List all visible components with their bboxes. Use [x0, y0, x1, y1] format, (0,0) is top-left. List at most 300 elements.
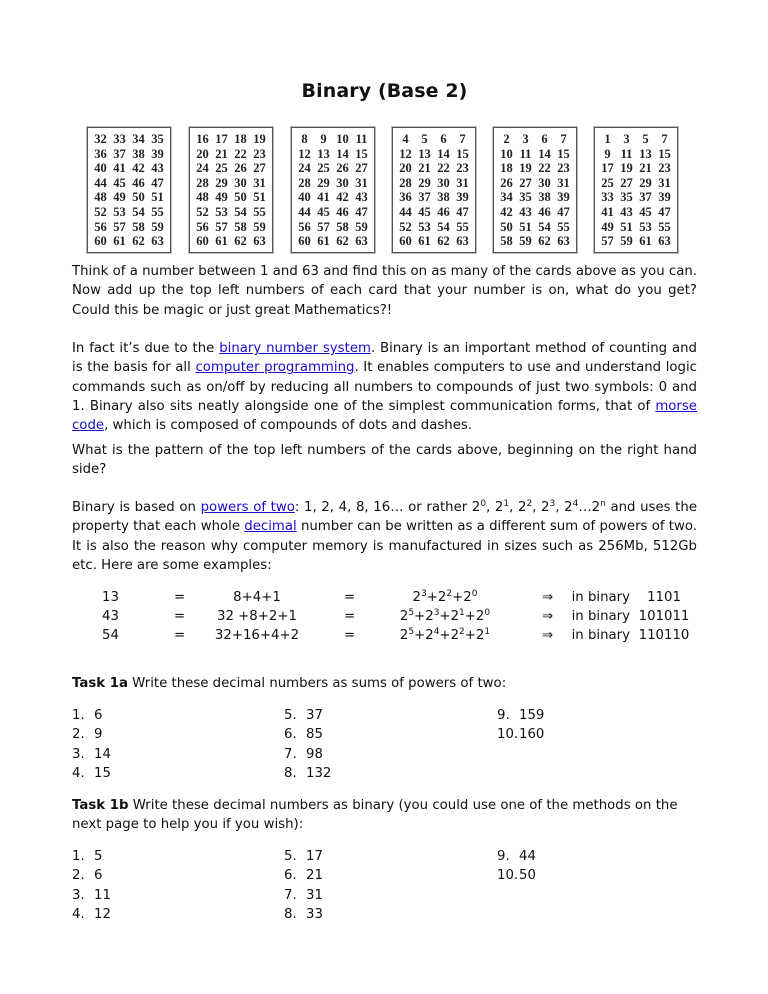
card-number: 22 [538, 161, 551, 176]
card-number: 62 [234, 234, 247, 249]
card-number: 32 [94, 132, 107, 146]
card-number: 61 [215, 234, 228, 249]
explanation-paragraph [72, 339, 697, 435]
list-item [72, 725, 111, 744]
card-number: 43 [355, 190, 368, 205]
card-number: 22 [234, 146, 247, 161]
card-number: 10 [336, 132, 349, 146]
card-row [193, 205, 269, 220]
implies-arrow-icon: ⇒ [542, 590, 554, 605]
card-number: 53 [639, 219, 652, 234]
text: , 2 [555, 500, 573, 515]
card-number: 42 [336, 190, 349, 205]
item-value: 14 [94, 746, 111, 762]
item-value: 132 [306, 765, 332, 781]
card-row [497, 161, 573, 176]
card-number: 63 [456, 234, 469, 249]
exponent: 1 [503, 499, 510, 509]
card-number: 21 [639, 161, 652, 176]
card-number: 13 [418, 146, 431, 161]
card-number: 46 [336, 204, 349, 219]
power-base: +2 [452, 590, 472, 605]
card-row [598, 147, 674, 162]
card-number: 46 [437, 204, 450, 219]
item-value: 98 [306, 746, 323, 762]
link-decimal[interactable]: decimal [244, 519, 297, 535]
card-row [193, 176, 269, 191]
card-number: 7 [459, 132, 466, 146]
list-item [72, 706, 111, 725]
card-number: 61 [418, 234, 431, 249]
card-number: 23 [456, 161, 469, 176]
card-number: 45 [639, 204, 652, 219]
card-number: 55 [456, 219, 469, 234]
link-computer-programming[interactable]: computer programming [195, 360, 355, 376]
card-row [91, 161, 167, 176]
card-number: 53 [113, 204, 126, 219]
power-base: +2 [464, 628, 485, 643]
text: , 2 [532, 500, 550, 515]
binary-value: 101011 [638, 609, 690, 624]
decimal-value: 43 [102, 609, 119, 624]
card-number: 56 [298, 219, 311, 234]
card-number: 26 [234, 161, 247, 176]
item-value: 15 [94, 765, 111, 781]
card-number: 41 [601, 204, 614, 219]
card-number: 51 [519, 219, 532, 234]
item-value: 6 [94, 708, 103, 723]
card-number: 54 [234, 204, 247, 219]
card-number: 57 [113, 219, 126, 234]
card-number: 60 [399, 234, 412, 249]
example-row [72, 590, 697, 609]
card-row [193, 161, 269, 176]
magic-cards [87, 127, 682, 253]
list-item [284, 725, 331, 744]
item-value: 85 [306, 727, 323, 743]
card-grid [91, 132, 167, 249]
card-row [497, 205, 573, 220]
card-number: 29 [317, 175, 330, 190]
card-row [598, 234, 674, 249]
magic-card-1 [594, 127, 678, 253]
card-number: 20 [196, 146, 209, 161]
card-number: 30 [234, 175, 247, 190]
card-number: 10 [500, 146, 513, 161]
card-number: 54 [132, 204, 145, 219]
card-number: 3 [623, 132, 630, 146]
exponent: 5 [408, 627, 415, 637]
card-number: 62 [538, 234, 551, 249]
card-row [396, 176, 472, 191]
card-number: 37 [418, 190, 431, 205]
card-number: 2 [503, 132, 510, 146]
card-number: 58 [234, 219, 247, 234]
intro-paragraph: Think of a number between 1 and 63 and find this on as many of the cards above as you can. Now add up the top left numbers of each card that your number is on, what do you get? Could this be magic or just great Mathematics?! [72, 264, 697, 318]
card-number: 30 [538, 175, 551, 190]
card-number: 44 [298, 204, 311, 219]
card-grid [193, 132, 269, 249]
implies-arrow-icon: ⇒ [542, 609, 554, 624]
power-base: +2 [426, 590, 447, 605]
card-number: 37 [639, 190, 652, 205]
item-number: 5. [284, 849, 297, 864]
card-number: 17 [601, 161, 614, 176]
power-base: 2 [412, 590, 422, 605]
card-row [193, 234, 269, 249]
card-number: 51 [620, 219, 633, 234]
card-row [497, 190, 573, 205]
card-number: 24 [196, 161, 209, 176]
item-value: 50 [519, 868, 536, 884]
card-number: 46 [132, 175, 145, 190]
power-base: 2 [399, 609, 409, 624]
powers-expression [370, 609, 520, 624]
equals-sign: = [344, 590, 356, 605]
item-number: 9. [497, 849, 510, 864]
card-number: 52 [196, 204, 209, 219]
card-row [598, 220, 674, 235]
item-number: 8. [284, 906, 297, 922]
card-number: 13 [317, 146, 330, 161]
task-1a-list [72, 706, 697, 786]
item-value: 160 [519, 727, 545, 743]
card-number: 14 [538, 146, 551, 161]
card-number: 47 [557, 204, 570, 219]
example-row [72, 609, 697, 628]
card-number: 35 [519, 190, 532, 205]
card-number: 41 [317, 190, 330, 205]
card-number: 31 [456, 175, 469, 190]
card-number: 6 [541, 132, 548, 146]
text: . Binary is an important method of counting and is the basis for all [72, 341, 697, 376]
card-number: 55 [658, 219, 671, 234]
card-number: 59 [151, 219, 164, 234]
card-number: 49 [113, 190, 126, 205]
decimal-value: 13 [102, 590, 119, 605]
card-number: 42 [500, 204, 513, 219]
card-row [396, 132, 472, 147]
powers-paragraph [72, 498, 697, 575]
card-grid [598, 132, 674, 249]
card-number: 7 [661, 132, 668, 146]
card-row [396, 161, 472, 176]
card-number: 6 [440, 132, 447, 146]
equals-sign: = [344, 609, 356, 624]
card-number: 39 [456, 190, 469, 205]
card-number: 37 [113, 146, 126, 161]
item-number: 7. [284, 887, 297, 903]
card-number: 57 [601, 234, 614, 249]
card-row [598, 190, 674, 205]
card-row [497, 176, 573, 191]
card-number: 29 [418, 175, 431, 190]
card-row [91, 147, 167, 162]
list-item [72, 886, 111, 905]
card-number: 58 [132, 219, 145, 234]
card-number: 60 [298, 234, 311, 249]
card-number: 56 [94, 219, 107, 234]
exponent: 2 [446, 589, 453, 599]
card-number: 13 [639, 146, 652, 161]
card-number: 55 [557, 219, 570, 234]
text: number can be written as a different sum of powers of two. It is also the reason why computer memory is manufactured in sizes such as 256Mb, 512Gb etc. Here are some examples: [72, 519, 697, 573]
card-row [396, 190, 472, 205]
card-row [193, 132, 269, 147]
card-number: 63 [355, 234, 368, 249]
list-column [497, 847, 536, 886]
card-number: 38 [132, 146, 145, 161]
item-number: 10. [497, 868, 519, 884]
list-item [497, 706, 544, 725]
list-item [497, 847, 536, 866]
card-row [295, 205, 371, 220]
item-value: 12 [94, 906, 111, 922]
card-number: 50 [234, 190, 247, 205]
card-row [193, 147, 269, 162]
card-number: 15 [557, 146, 570, 161]
card-number: 57 [317, 219, 330, 234]
examples-table [72, 590, 697, 647]
item-number: 8. [284, 765, 297, 781]
card-number: 48 [94, 190, 107, 205]
card-number: 14 [437, 146, 450, 161]
card-row [91, 205, 167, 220]
card-row [396, 205, 472, 220]
card-number: 1 [604, 132, 611, 146]
card-number: 50 [500, 219, 513, 234]
card-number: 49 [215, 190, 228, 205]
card-number: 21 [215, 146, 228, 161]
link-binary-number-system[interactable]: binary number system [219, 341, 371, 356]
card-number: 9 [604, 146, 611, 161]
exponent: 0 [484, 608, 491, 618]
card-number: 47 [355, 204, 368, 219]
link-powers-of-two[interactable]: powers of two [200, 500, 295, 515]
list-item [497, 866, 536, 885]
card-number: 17 [215, 132, 228, 146]
card-row [396, 234, 472, 249]
card-number: 19 [620, 161, 633, 176]
item-number: 6. [284, 727, 297, 743]
card-number: 53 [418, 219, 431, 234]
power-base: +2 [414, 628, 434, 643]
card-number: 59 [355, 219, 368, 234]
card-row [497, 220, 573, 235]
exponent: 1 [459, 608, 465, 618]
powers-expression [370, 590, 520, 605]
exponent: 2 [459, 627, 465, 637]
magic-card-32 [87, 127, 171, 253]
sum-expression: 32+16+4+2 [214, 628, 300, 643]
card-row [295, 234, 371, 249]
card-row [497, 147, 573, 162]
card-number: 44 [94, 175, 107, 190]
card-number: 61 [113, 234, 126, 249]
item-number: 3. [72, 887, 85, 903]
card-number: 25 [317, 161, 330, 176]
card-row [497, 132, 573, 147]
item-number: 10. [497, 727, 519, 743]
text: , 2 [509, 500, 527, 515]
task-instruction: Write these decimal numbers as sums of powers of two: [127, 676, 507, 691]
example-row [72, 628, 697, 647]
card-number: 58 [336, 219, 349, 234]
exponent: 2 [526, 499, 533, 509]
in-binary-label: in binary [571, 628, 630, 643]
magic-card-4 [392, 127, 476, 253]
card-number: 56 [196, 219, 209, 234]
magic-card-8 [291, 127, 375, 253]
card-number: 54 [437, 219, 450, 234]
card-number: 47 [658, 204, 671, 219]
card-number: 46 [538, 204, 551, 219]
card-number: 48 [196, 190, 209, 205]
list-item [284, 905, 323, 924]
card-number: 60 [94, 234, 107, 249]
card-number: 21 [418, 161, 431, 176]
card-number: 43 [519, 204, 532, 219]
card-row [91, 190, 167, 205]
task-label: Task 1a [72, 676, 128, 691]
card-number: 14 [336, 146, 349, 161]
card-number: 24 [298, 161, 311, 176]
card-number: 39 [557, 190, 570, 205]
task-instruction: Write these decimal numbers as binary (you could use one of the methods on the next page to help you if you wish): [72, 798, 678, 833]
card-number: 15 [355, 146, 368, 161]
decimal-value: 54 [102, 628, 119, 643]
text: …2 [578, 500, 601, 515]
card-number: 63 [151, 234, 164, 249]
card-number: 15 [456, 146, 469, 161]
card-number: 52 [94, 204, 107, 219]
card-number: 7 [560, 132, 567, 146]
card-row [497, 234, 573, 249]
card-number: 63 [557, 234, 570, 249]
card-row [295, 190, 371, 205]
card-number: 41 [113, 161, 126, 176]
list-item [284, 847, 323, 866]
exponent: 3 [433, 608, 440, 618]
card-row [295, 220, 371, 235]
card-number: 61 [639, 234, 652, 249]
card-number: 28 [196, 175, 209, 190]
question-paragraph: What is the pattern of the top left numbers of the cards above, beginning on the right hand side? [72, 443, 697, 478]
card-number: 27 [519, 175, 532, 190]
list-item [72, 745, 111, 764]
exponent: 5 [408, 608, 415, 618]
card-row [598, 205, 674, 220]
exponent: 4 [572, 499, 579, 509]
card-number: 54 [538, 219, 551, 234]
card-number: 51 [151, 190, 164, 205]
card-number: 53 [215, 204, 228, 219]
card-number: 31 [355, 175, 368, 190]
card-number: 31 [658, 175, 671, 190]
power-base: 2 [399, 628, 409, 643]
sum-expression: 32 +8+2+1 [217, 609, 297, 624]
power-base: +2 [439, 609, 460, 624]
item-value: 44 [519, 849, 536, 864]
sum-expression: 8+4+1 [233, 590, 281, 605]
card-number: 39 [151, 146, 164, 161]
card-row [91, 132, 167, 147]
list-item [497, 725, 544, 744]
card-number: 4 [402, 132, 409, 146]
list-item [72, 905, 111, 924]
card-row [598, 132, 674, 147]
card-number: 18 [500, 161, 513, 176]
card-number: 50 [132, 190, 145, 205]
card-number: 55 [151, 204, 164, 219]
card-number: 27 [620, 175, 633, 190]
task-label: Task 1b [72, 798, 129, 813]
item-value: 33 [306, 906, 323, 922]
card-number: 47 [456, 204, 469, 219]
list-item [284, 706, 331, 725]
card-number: 45 [418, 204, 431, 219]
list-column [284, 847, 323, 924]
card-number: 45 [317, 204, 330, 219]
card-number: 59 [519, 234, 532, 249]
card-grid [396, 132, 472, 249]
card-number: 9 [320, 132, 327, 146]
card-number: 31 [557, 175, 570, 190]
list-item [72, 847, 111, 866]
card-number: 25 [601, 175, 614, 190]
card-grid [497, 132, 573, 249]
card-row [598, 176, 674, 191]
card-row [193, 190, 269, 205]
item-number: 2. [72, 868, 85, 884]
card-number: 31 [253, 175, 266, 190]
equals-sign: = [174, 590, 186, 605]
item-value: 159 [519, 708, 545, 723]
link-morse-code[interactable]: morse code [72, 398, 697, 434]
card-number: 29 [639, 175, 652, 190]
list-item [72, 764, 111, 783]
card-number: 63 [658, 234, 671, 249]
card-number: 18 [234, 132, 247, 146]
implies-arrow-icon: ⇒ [542, 628, 554, 643]
card-number: 61 [317, 234, 330, 249]
card-row [396, 147, 472, 162]
card-number: 29 [215, 175, 228, 190]
power-base: +2 [464, 609, 485, 624]
item-number: 2. [72, 727, 85, 743]
binary-value: 1101 [647, 590, 681, 605]
card-row [91, 176, 167, 191]
card-number: 26 [336, 161, 349, 176]
item-number: 3. [72, 746, 85, 762]
card-number: 59 [253, 219, 266, 234]
magic-card-16 [189, 127, 273, 253]
item-value: 9 [94, 727, 103, 743]
card-row [193, 220, 269, 235]
item-number: 4. [72, 906, 85, 922]
card-number: 49 [601, 219, 614, 234]
card-number: 3 [522, 132, 529, 146]
list-column [284, 706, 331, 783]
card-number: 39 [658, 190, 671, 205]
card-number: 28 [298, 175, 311, 190]
card-number: 12 [399, 146, 412, 161]
card-number: 62 [437, 234, 450, 249]
card-number: 36 [94, 146, 107, 161]
item-number: 1. [72, 849, 85, 864]
exponent: 0 [471, 589, 478, 599]
card-number: 22 [437, 161, 450, 176]
